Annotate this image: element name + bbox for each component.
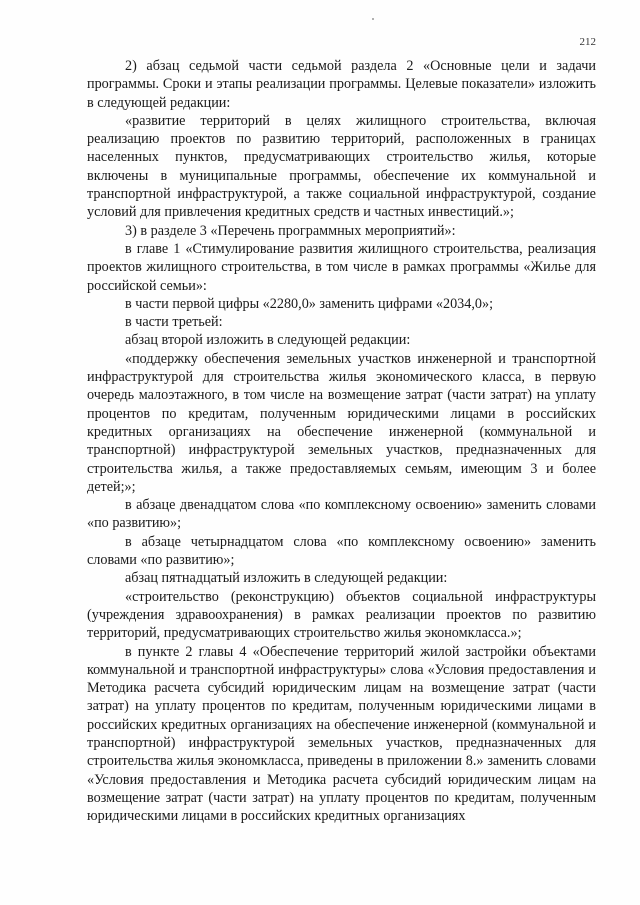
- paragraph-second-abzac: абзац второй изложить в следующей редакции:: [125, 332, 411, 349]
- paragraph-twelfth-abzac: в абзаце двенадцатом слова «по комплексному освоению» заменить словами «по развитию»;: [87, 497, 596, 532]
- paragraph-new-text-construction: «строительство (реконструкцию) объектов социальной инфраструктуры (учреждения здравоохранения) в рамках реализации проектов по развитию территорий, предусматривающих строительство жилья экономкласса.»;: [87, 588, 596, 642]
- paragraph-part-three: в части третьей:: [125, 314, 223, 331]
- paragraph-fifteenth-abzac: абзац пятнадцатый изложить в следующей редакции:: [125, 570, 448, 587]
- document-body: [87, 57, 596, 825]
- paragraph-part-one-figures: в части первой цифры «2280,0» заменить цифрами «2034,0»;: [125, 295, 494, 312]
- paragraph-item-3-section: 3) в разделе 3 «Перечень программных мероприятий»:: [125, 222, 456, 239]
- paragraph-item-2-amendment: 2) абзац седьмой части седьмой раздела 2 «Основные цели и задачи программы. Сроки и этапы реализации программы. Целевые показатели» изложить в следующей редакции:: [87, 58, 596, 111]
- scan-artifact: [372, 18, 374, 20]
- paragraph-fourteenth-abzac: в абзаце четырнадцатом слова «по комплексному освоению» заменить словами «по развитию»;: [87, 533, 596, 569]
- paragraph-new-text-development: «развитие территорий в целях жилищного строительства, включая реализацию проектов по развитию территорий, расположенных в границах населенных пунктов, предусматривающих строительство жилья, которые включены в муниципальные программы, обеспечение их коммунальной и транспортной инфраструктурой, а также социальной инфраструктурой, создание условий для привлечения кредитных средств и частных инвестиций.»;: [87, 112, 596, 221]
- page-number: 212: [579, 36, 596, 48]
- paragraph-new-text-support: «поддержку обеспечения земельных участков инженерной и транспортной инфраструктурой для строительства жилья экономического класса, в первую очередь малоэтажного, в том числе на возмещение затрат (части затрат) на уплату процентов по кредитам, полученным юридическими лицами в российских кредитных организациях на обеспечение инженерной (коммунальной и транспортной) инфраструктурой земельных участков, предназначенных для строительства жилья, а также предоставляемых семьям, имеющим 3 и более детей;»;: [87, 350, 596, 495]
- paragraph-chapter-4-point-2: в пункте 2 главы 4 «Обеспечение территорий жилой застройки объектами коммунальной и транспортной инфраструктуры» слова «Условия предоставления и Методика расчета субсидий юридическим лицам на возмещение затрат (части затрат) на уплату процентов по кредитам, полученным юридическими лицами в российских кредитных организациях на обеспечение инженерной (коммунальной и транспортной) инфраструктурой земельных участков, предназначенных для строительства жилья экономкласса, приведены в приложении 8.» заменить словами «Условия предоставления и Методика расчета субсидий юридическим лицам на возмещение затрат (части затрат) на уплату процентов по кредитам, полученным юридическими лицами в российских кредитных организациях: [87, 643, 596, 825]
- paragraph-chapter-1: в главе 1 «Стимулирование развития жилищного строительства, реализация проектов жилищного строительства, в том числе в рамках программы «Жилье для российской семьи»:: [87, 240, 596, 294]
